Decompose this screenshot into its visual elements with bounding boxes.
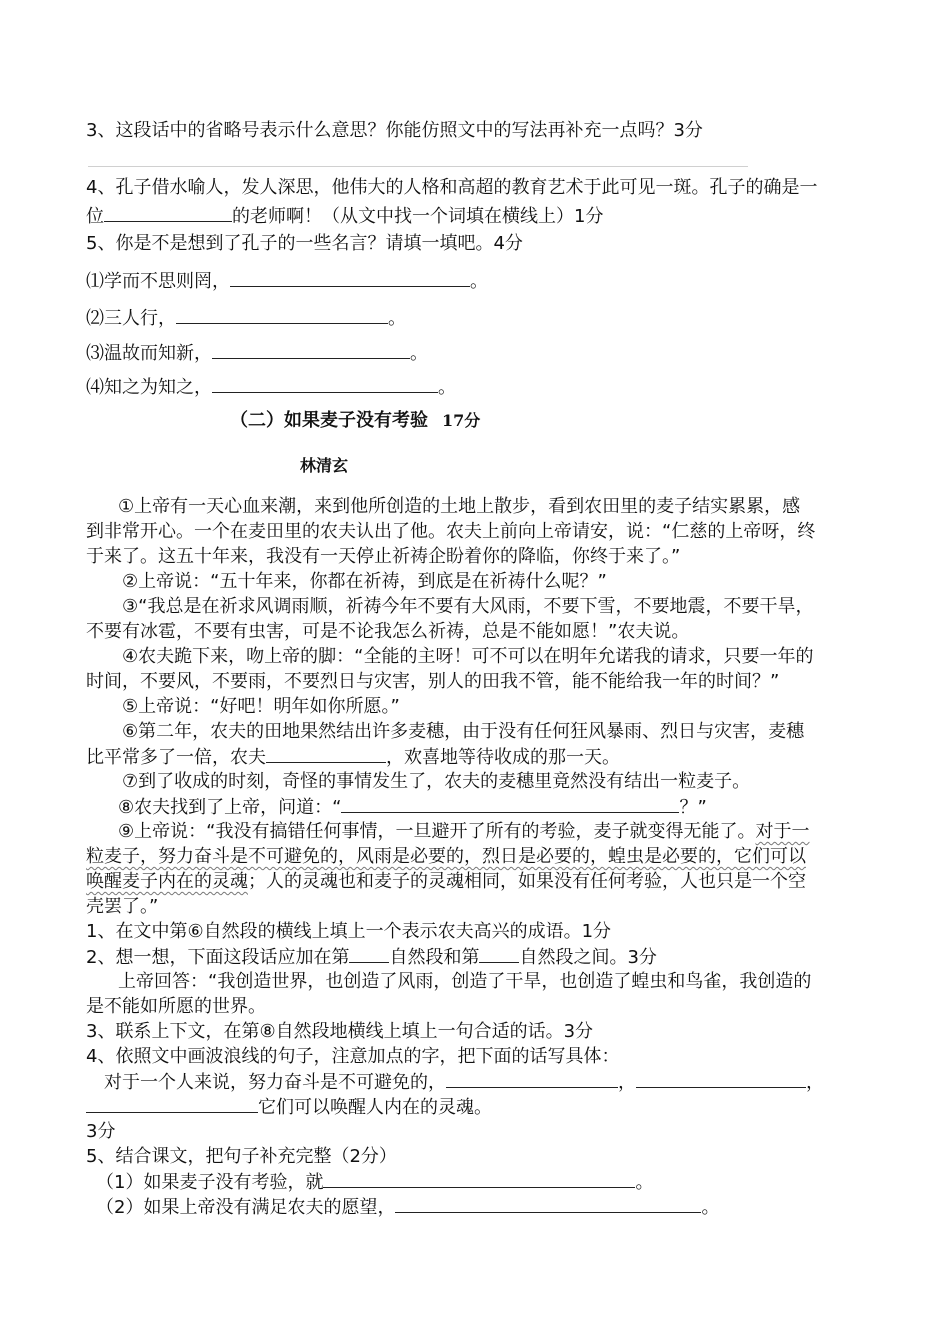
answer-blank-1[interactable] <box>446 1069 618 1088</box>
question-5-item-2-text: （2）如果上帝没有满足农夫的愿望， <box>96 1197 396 1218</box>
paragraph-9-text: ；人的灵魂也和麦子的灵魂相同，如果没有任何考验，人也只是一个空 <box>248 871 806 892</box>
question-4-score: 3分 <box>86 1121 116 1142</box>
question-4-sentence: 对于一个人来说，努力奋斗是不可避免的， <box>104 1072 446 1093</box>
answer-rule <box>88 166 748 167</box>
quote-item-3 <box>86 340 428 367</box>
question-4-line-1 <box>104 1069 824 1096</box>
wavy-underlined-text: 对于一 <box>755 821 810 842</box>
question-4-line-1: 4、孔子借水喻人，发人深思，他伟大的人格和高超的教育艺术于此可见一斑。孔子的确是一 <box>86 177 818 198</box>
paragraph-1-line-1: ①上帝有一天心血来潮，来到他所创造的土地上散步，看到农田里的麦子结实累累，感 <box>118 496 801 517</box>
paragraph-4-line-1: ④农夫跪下来，吻上帝的脚：“全能的主呀！可不可以在明年允诺我的请求，只要一年的 <box>122 646 814 667</box>
quote-item-4-blank[interactable] <box>212 374 438 393</box>
question-2-part-c: 自然段之间。3分 <box>519 947 657 968</box>
question-2-part-b: 自然段和第 <box>389 947 480 968</box>
question-5-item-2 <box>96 1194 719 1221</box>
paragraph-6-line-1: ⑥第二年，农夫的田地果然结出许多麦穗，由于没有任何狂风暴雨、烈日与灾害，麦穗 <box>122 721 805 742</box>
paragraph-8-prefix: ⑧农夫找到了上帝，问道：“ <box>118 797 342 818</box>
quote-item-1-text: ⑴学而不思则罔， <box>86 271 230 292</box>
quote-item-1-blank[interactable] <box>230 268 470 287</box>
quote-item-1 <box>86 268 488 295</box>
question-blank[interactable] <box>341 794 679 813</box>
period: 。 <box>410 343 428 364</box>
paragraph-number-blank-2[interactable] <box>479 944 519 963</box>
question-2-part-a: 2、想一想，下面这段话应加在第 <box>86 947 350 968</box>
quote-item-3-text: ⑶温故而知新， <box>86 343 212 364</box>
quote-item-3-blank[interactable] <box>212 340 410 359</box>
paragraph-9-line-2: 粒麦子，努力奋斗是不可避免的，风雨是必要的，烈日是必要的，蝗虫是必要的，它们可以 <box>86 846 806 867</box>
question-4-suffix: 的老师啊！（从文中找一个词填在横线上）1分 <box>232 206 604 227</box>
paragraph-7: ⑦到了收成的时刻，奇怪的事情发生了，农夫的麦穗里竟然没有结出一粒麦子。 <box>122 771 751 792</box>
question-4-blank[interactable] <box>104 203 232 222</box>
wavy-underlined-text: 唤醒麦子内在的灵魂 <box>86 871 248 892</box>
question-1: 1、在文中第⑥自然段的横线上填上一个表示农夫高兴的成语。1分 <box>86 921 612 942</box>
period: 。 <box>438 377 456 398</box>
paragraph-4-line-2: 时间，不要风，不要雨，不要烈日与灾害，别人的田我不管，能不能给我一年的时间？” <box>86 671 780 692</box>
question-2 <box>86 944 657 971</box>
comma: ， <box>618 1072 636 1093</box>
quote-item-4 <box>86 374 456 401</box>
paragraph-3-line-1: ③“我总是在祈求风调雨顺，祈祷今年不要有大风雨，不要下雪，不要地震，不要干旱， <box>122 596 814 617</box>
question-5-item-1 <box>96 1169 653 1196</box>
quote-item-2-blank[interactable] <box>176 305 388 324</box>
question-3: 3、联系上下文，在第⑧自然段地横线上填上一句合适的话。3分 <box>86 1021 594 1042</box>
paragraph-3-line-2: 不要有冰雹，不要有虫害，可是不论我怎么祈祷，总是不能如愿！”农夫说。 <box>86 621 690 642</box>
paragraph-8-suffix: ？” <box>679 797 707 818</box>
question-2-quote-line-1: 上帝回答：“我创造世界，也创造了风雨，创造了干旱，也创造了蝗虫和鸟雀，我创造的 <box>118 971 812 992</box>
paragraph-6-line-2 <box>86 744 620 771</box>
quote-item-4-text: ⑷知之为知之， <box>86 377 212 398</box>
question-4: 4、依照文中画波浪线的句子，注意加点的字，把下面的话写具体： <box>86 1046 620 1067</box>
question-5-blank-2[interactable] <box>395 1194 701 1213</box>
period: 。 <box>388 308 406 329</box>
section-2-score: 17分 <box>442 411 481 430</box>
question-5-blank-1[interactable] <box>323 1169 635 1188</box>
paragraph-8 <box>118 794 707 821</box>
question-4-sentence-end: 它们可以唤醒人内在的灵魂。 <box>258 1097 492 1118</box>
question-5-item-1-text: （1）如果麦子没有考验，就 <box>96 1172 324 1193</box>
paragraph-9-text: ⑨上帝说：“我没有搞错任何事情，一旦避开了所有的考验，麦子就变得无能了。 <box>118 821 756 842</box>
question-2-quote-line-2: 是不能如所愿的世界。 <box>86 996 266 1017</box>
section-2-title-text: （二）如果麦子没有考验 <box>230 410 428 431</box>
paragraph-6-suffix: ，欢喜地等待收成的那一天。 <box>386 747 620 768</box>
author: 林清玄 <box>300 456 349 475</box>
idiom-blank[interactable] <box>266 744 386 763</box>
question-4-prefix: 位 <box>86 206 104 227</box>
paragraph-number-blank-1[interactable] <box>349 944 389 963</box>
period: 。 <box>701 1197 720 1218</box>
paragraph-6-prefix: 比平常多了一倍，农夫 <box>86 747 266 768</box>
period: 。 <box>470 271 488 292</box>
paragraph-1-line-2: 到非常开心。一个在麦田里的农夫认出了他。农夫上前向上帝请安，说：“仁慈的上帝呀，终 <box>86 521 816 542</box>
paragraph-1-line-3: 于来了。这五十年来，我没有一天停止祈祷企盼着你的降临，你终于来了。” <box>86 546 681 567</box>
paragraph-9-line-3 <box>86 869 806 895</box>
section-2-title <box>230 408 480 434</box>
quote-item-2-text: ⑵三人行， <box>86 308 176 329</box>
question-5: 5、结合课文，把句子补充完整（2分） <box>86 1146 397 1167</box>
paragraph-2: ②上帝说：“五十年来，你都在祈祷，到底是在祈祷什么呢？” <box>122 571 607 592</box>
paragraph-5: ⑤上帝说：“好吧！明年如你所愿。” <box>122 696 400 717</box>
answer-blank-3[interactable] <box>86 1094 258 1113</box>
paragraph-9-line-4: 壳罢了。” <box>86 896 159 917</box>
question-4-line-2 <box>86 1094 492 1121</box>
question-4-line-2 <box>86 203 603 230</box>
quote-item-2 <box>86 305 406 332</box>
comma: ， <box>806 1072 824 1093</box>
question-5-text: 5、你是不是想到了孔子的一些名言？请填一填吧。4分 <box>86 233 523 254</box>
paragraph-9-line-1 <box>118 819 809 845</box>
period: 。 <box>635 1172 654 1193</box>
question-3-text: 3、这段话中的省略号表示什么意思？你能仿照文中的写法再补充一点吗？3分 <box>86 120 703 141</box>
answer-blank-2[interactable] <box>636 1069 806 1088</box>
